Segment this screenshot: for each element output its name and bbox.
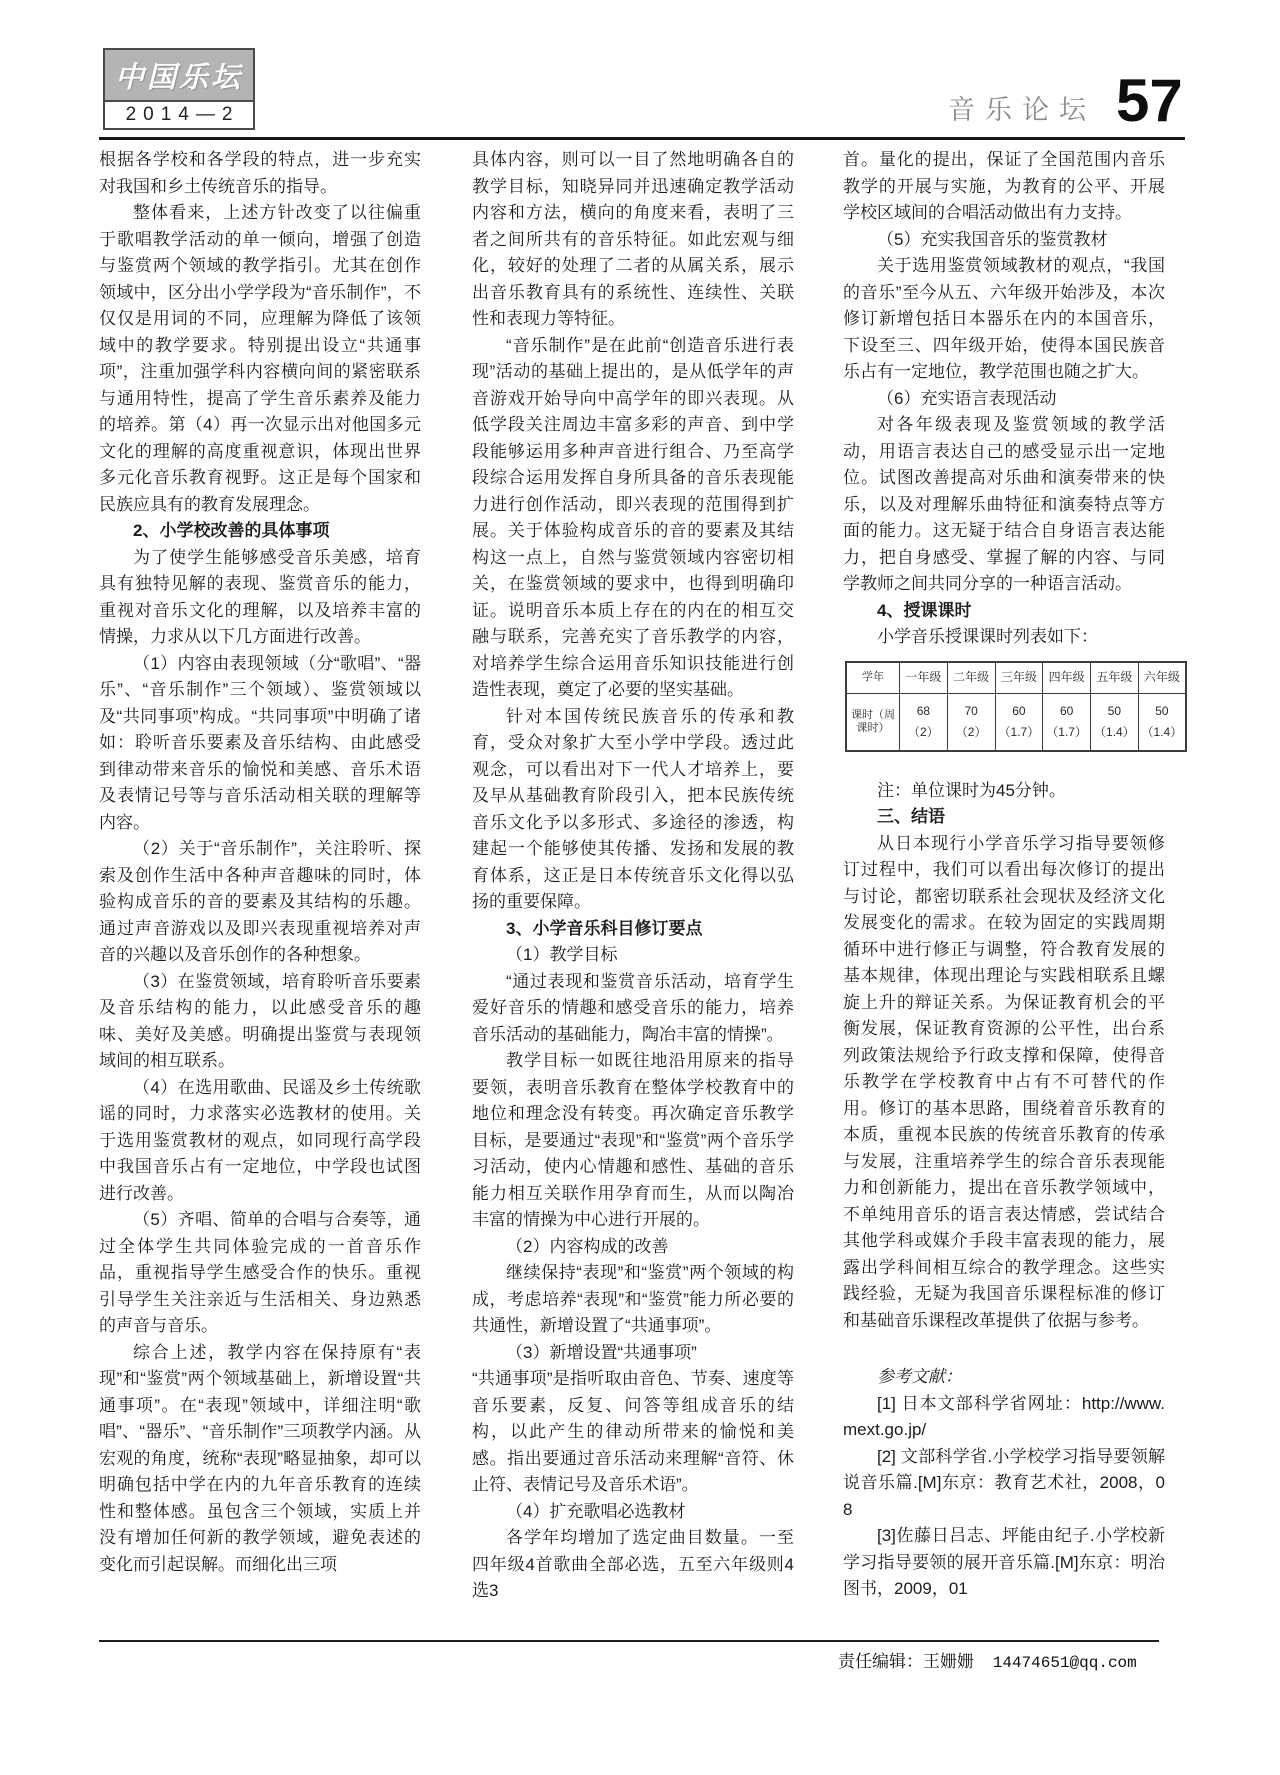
section-heading: 4、授课课时 [877, 600, 972, 620]
table-header-cell: 六年级 [1138, 662, 1186, 694]
paragraph: 具体内容，则可以一目了然地明确各自的教学目标，知晓异同并迅速确定教学活动内容和方法，横向的角度来看，表明了三者之间所共有的音乐特征。如此宏观与细化，较好的处理了二者的从属关系，展示出音乐教育具有的系统性、连续性、关联性和表现力等特征。 [472, 150, 794, 328]
journal-logo [103, 48, 255, 130]
hours-value: 50 [1155, 703, 1169, 718]
header-rule [99, 137, 1185, 140]
hours-value: 60 [1059, 703, 1074, 718]
table-header-row [846, 662, 1186, 694]
sub-heading: （2）内容构成的改善 [506, 1236, 669, 1256]
table-value-cell [947, 693, 995, 751]
section-title: 音乐论坛 [948, 95, 1096, 125]
paragraph: （5）齐唱、简单的合唱与合奏等，通过全体学生共同体验完成的一首音乐作品，重视指导学生感受合作的快乐。重视引导学生关注亲近与生活相关、身边熟悉的声音与音乐。 [99, 1210, 421, 1335]
table-value-cell [1091, 693, 1139, 751]
footer-editor: 责任编辑：王姗姗 [838, 1652, 974, 1671]
paragraph: “通过表现和鉴赏音乐活动，培育学生爱好音乐的情趣和感受音乐的能力，培养音乐活动的基础能力，陶冶丰富的情操”。 [472, 971, 794, 1044]
hours-value: 60 [1012, 703, 1026, 718]
page-number: 57 [1116, 67, 1183, 134]
table-corner-cell: 学年 [846, 662, 900, 694]
paragraph: 小学音乐授课课时列表如下： [877, 627, 1098, 646]
section-heading: 三、结语 [877, 807, 945, 826]
course-hours-table [845, 661, 1187, 752]
reference-item: [3]佐藤日吕志、坪能由纪子.小学校新学习指导要领的展开音乐篇.[M]东京：明治图书，2009，01 [843, 1526, 1165, 1598]
table-value-cell [995, 693, 1043, 751]
hours-value: 68 [916, 703, 931, 718]
table-row-label: 课时（周课时） [846, 693, 900, 751]
paragraph: 继续保持“表现”和“鉴赏”两个领域的构成，考虑培养“表现”和“鉴赏”能力所必要的共通性，新增设置了“共通事项”。 [472, 1263, 794, 1335]
footer-rule [99, 1640, 1159, 1642]
table-value-cell [900, 693, 948, 751]
paragraph: 关于选用鉴赏领域教材的观点，“我国的音乐”至今从五、六年级开始涉及，本次修订新增包括日本器乐在内的本国音乐，下设至三、四年级开始，使得本国民族音乐占有一定地位，教学范围也随之扩大。 [843, 256, 1165, 381]
table-data-row [846, 693, 1186, 751]
hours-value: 50 [1107, 703, 1122, 718]
table-header-cell: 四年级 [1043, 662, 1091, 694]
weekly-value: （1.7） [1046, 724, 1087, 739]
section-heading: 3、小学音乐科目修订要点 [506, 918, 703, 938]
sub-heading: （3）新增设置“共通事项” [506, 1342, 697, 1362]
sub-heading: （4）扩充歌唱必选教材 [506, 1501, 686, 1521]
paragraph: “共通事项”是指听取由音色、节奏、速度等音乐要素，反复、问答等组成音乐的结构，以此产生的律动所带来的愉悦和美感。指出要通过音乐活动来理解“音符、休止符、表情记号及音乐术语”。 [472, 1369, 794, 1494]
sub-heading: （6）充实语言表现活动 [877, 388, 1057, 408]
paragraph: 为了使学生能够感受音乐美感，培育具有独特见解的表现、鉴赏音乐的能力，重视对音乐文化的理解，以及培养丰富的情操，力求从以下几方面进行改善。 [99, 547, 421, 646]
paragraph: （2）关于“音乐制作”，关注聆听、探索及创作生活中各种声音趣味的同时，体验构成音乐的音的要素及其结构的乐趣。通过声音游戏以及即兴表现重视培养对声音的兴趣以及音乐创作的各种想象。 [99, 839, 421, 964]
weekly-value: （1.4） [1141, 724, 1183, 739]
table-header-cell: 三年级 [995, 662, 1043, 694]
table-note: 注：单位课时为45分钟。 [877, 780, 1066, 800]
column-2 [472, 147, 794, 1605]
table-header-cell: 二年级 [947, 662, 995, 694]
paragraph: 首。量化的提出，保证了全国范围内音乐教学的开展与实施，为教育的公平、开展学校区域间的合唱活动做出有力支持。 [843, 150, 1165, 222]
table-value-cell [1043, 693, 1091, 751]
paragraph: 对各年级表现及鉴赏领域的教学活动，用语言表达自己的感受显示出一定地位。试图改善提高对乐曲和演奏带来的快乐，以及对理解乐曲特征和演奏特点等方面的能力。这无疑于结合自身语言表达能力，把自身感受、掌握了解的内容、与同学教师之间共同分享的一种语言活动。 [843, 415, 1165, 593]
paragraph: （3）在鉴赏领域，培育聆听音乐要素及音乐结构的能力，以此感受音乐的趣味、美好及美感。明确提出鉴赏与表现领域间的相互联系。 [99, 971, 421, 1070]
weekly-value: （2） [908, 724, 939, 739]
journal-logo-title: 中国乐坛 [105, 50, 253, 102]
footer-email: 14474651@qq.com [992, 1654, 1137, 1672]
paragraph: （4）在选用歌曲、民谣及乡土传统歌谣的同时，力求落实必选教材的使用。关于选用鉴赏教材的观点，如同现行高学段中我国音乐占有一定地位，中学段也试图进行改善。 [99, 1077, 421, 1203]
paragraph: 整体看来，上述方针改变了以往偏重于歌唱教学活动的单一倾向，增强了创造与鉴赏两个领域的教学指引。尤其在创作领域中，区分出小学学段为“音乐制作”，不仅仅是用词的不同，应理解为降低了该领域中的教学要求。特别提出设立“共通事项”，注重加强学科内容横向间的紧密联系与通用特性，提高了学生音乐素养及能力的培养。第（4）再一次显示出对他国多元文化的理解的高度重视意识，体现出世界多元化音乐教育视野。这正是每个国家和民族应具有的教育发展理念。 [99, 203, 421, 514]
column-1 [99, 147, 421, 1578]
paragraph: 各学年均增加了选定曲目数量。一至四年级4首歌曲全部必选，五至六年级则4选3 [472, 1528, 794, 1600]
table-header-cell: 五年级 [1091, 662, 1139, 694]
reference-item: [2] 文部科学省.小学校学习指导要领解说音乐篇.[M]东京：教育艺术社，2008，08 [843, 1446, 1165, 1519]
sub-heading: （5）充实我国音乐的鉴赏教材 [877, 229, 1108, 249]
references-heading: 参考文献： [877, 1367, 962, 1386]
paragraph: “音乐制作”是在此前“创造音乐进行表现”活动的基础上提出的，是从低学年的声音游戏开始导向中高学年的即兴表现。从低学段关注周边丰富多彩的声音、到中学段能够运用多种声音进行组合、乃至高学段综合运用发挥自身所具备的音乐表现能力进行创作活动，即兴表现的范围得到扩展。关于体验构成音乐的音的要素及其结构这一点上，自然与鉴赏领域内容密切相关，在鉴赏领域的要求中，也得到明确印证。说明音乐本质上存在的内在的相互交融与联系，完善充实了音乐教学的内容，对培养学生综合运用音乐知识技能进行创造性表现，奠定了必要的坚实基础。 [472, 335, 794, 699]
weekly-value: （1.4） [1094, 724, 1135, 739]
hours-value: 70 [964, 703, 978, 718]
paragraph: 教学目标一如既往地沿用原来的指导要领，表明音乐教育在整体学校教育中的地位和理念没有转变。再次确定音乐教学目标，是要通过“表现”和“鉴赏”两个音乐学习活动，使内心情趣和感性、基础的音乐能力相互关联作用孕育而生，从而以陶冶丰富的情操为中心进行开展的。 [472, 1051, 794, 1229]
footer [838, 1647, 1137, 1672]
weekly-value: （1.7） [998, 724, 1040, 739]
table-header-cell: 一年级 [900, 662, 948, 694]
paragraph: 根据各学校和各学段的特点，进一步充实对我国和乡土传统音乐的指导。 [99, 150, 421, 196]
journal-issue: 2014—2 [125, 104, 240, 125]
reference-item: [1] 日本文部科学省网址：http://www.mext.go.jp/ [843, 1393, 1165, 1439]
weekly-value: （2） [955, 724, 987, 739]
sub-heading: （1）教学目标 [506, 945, 618, 964]
section-heading: 2、小学校改善的具体事项 [133, 521, 330, 540]
paragraph: （1）内容由表现领域（分“歌唱”、“器乐”、“音乐制作”三个领域）、鉴赏领域以及“共同事项”构成。“共同事项”中明确了诸如：聆听音乐要素及音乐结构、由此感受到律动带来音乐的愉悦和美感、音乐术语及表情记号等与音乐活动相关联的理解等内容。 [99, 653, 421, 832]
paragraph: 从日本现行小学音乐学习指导要领修订过程中，我们可以看出每次修订的提出与讨论，都密切联系社会现状及经济文化发展变化的需求。在较为固定的实践周期循环中进行修正与调整，符合教育发展的基本规律，体现出理论与实践相联系且螺旋上升的辩证关系。为保证教育机会的平衡发展，保证教育资源的公平性，出台系列政策法规给予行政支撑和保障，使得音乐教学在学校教育中占有不可替代的作用。修订的基本思路，围绕着音乐教育的本质，重视本民族的传统音乐教育的传承与发展，注重培养学生的综合音乐表现能力和创新能力，提出在音乐教学领域中，不单纯用音乐的语言表达情感，尝试结合其他学科或媒介手段丰富表现的能力，展露出学科间相互综合的教学理念。这些实践经验，无疑为我国音乐课程标准的修订和基础音乐课程改革提供了依据与参考。 [843, 833, 1165, 1330]
paragraph: 针对本国传统民族音乐的传承和教育，受众对象扩大至小学中学段。透过此观念，可以看出对下一代人才培养上，要及早从基础教育阶段引入，把本民族传统音乐文化予以多形式、多途径的渗透，构建起一个能够使其传播、发扬和发展的教育体系，这正是日本传统音乐文化得以弘扬的重要保障。 [472, 706, 794, 911]
paragraph: 综合上述，教学内容在保持原有“表现”和“鉴赏”两个领域基础上，新增设置“共通事项”。在“表现”领域中，详细注明“歌唱”、“器乐”、“音乐制作”三项教学内涵。从宏观的角度，统称“表现”略显抽象，却可以明确包括中学在内的九年音乐教育的连续性和整体感。虽包含三个领域，实质上并没有增加任何新的教学领域，避免表述的变化而引起误解。而细化出三项 [99, 1342, 421, 1574]
column-3 [843, 147, 1183, 1603]
table-value-cell [1138, 693, 1186, 751]
